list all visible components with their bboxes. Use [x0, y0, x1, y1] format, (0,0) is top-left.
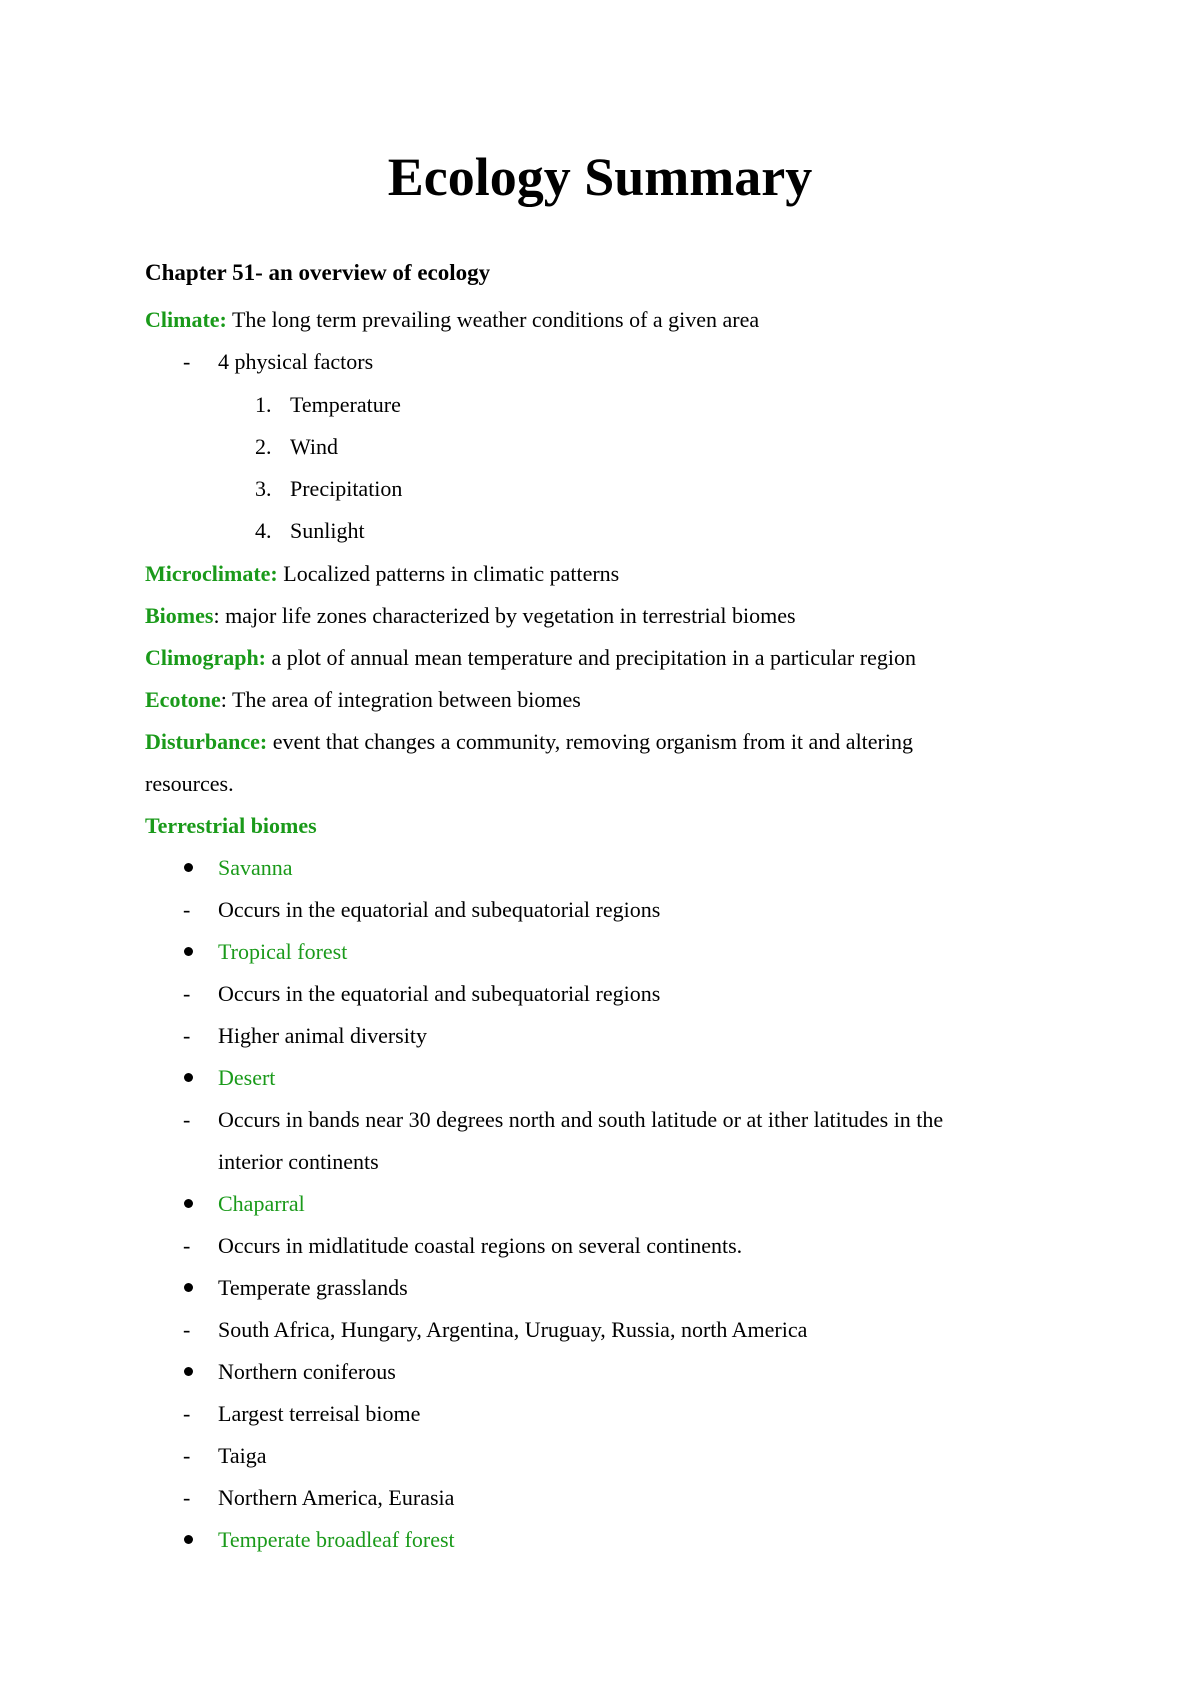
bullet-icon: [184, 1535, 193, 1544]
chapter-heading: Chapter 51- an overview of ecology: [145, 260, 491, 285]
dash-marker: -: [183, 1401, 191, 1426]
biome-note: Taiga: [218, 1443, 267, 1468]
biome-note: Occurs in bands near 30 degrees north and south latitude or at ither latitudes in the: [218, 1107, 944, 1132]
biome-note: Occurs in the equatorial and subequatorial regions: [218, 981, 661, 1006]
ecotone-definition: [145, 685, 581, 715]
definition-term: Microclimate:: [145, 561, 278, 586]
dash-marker: -: [183, 897, 191, 922]
bullet-icon: [184, 1367, 193, 1376]
biome-note: Occurs in the equatorial and subequatorial regions: [218, 897, 661, 922]
biome-note: Largest terreisal biome: [218, 1401, 421, 1426]
dash-marker: -: [183, 1233, 191, 1258]
dash-marker: -: [183, 1023, 191, 1048]
list-number: 4.: [255, 518, 272, 543]
list-number: 3.: [255, 476, 272, 501]
definition-text: event that changes a community, removing organism from it and altering: [267, 729, 913, 754]
definition-term: Ecotone: [145, 687, 221, 712]
list-number: 1.: [255, 392, 272, 417]
definition-text: Localized patterns in climatic patterns: [277, 561, 620, 586]
biome-desert: Desert: [218, 1065, 276, 1090]
dash-marker: -: [183, 981, 191, 1006]
climate-text: The long term prevailing weather conditions of a given area: [226, 307, 760, 332]
biome-tropical-forest: Tropical forest: [218, 939, 348, 964]
definition-text: : The area of integration between biomes: [220, 687, 581, 712]
page-title: Ecology Summary: [387, 147, 813, 207]
definition-term: Disturbance:: [145, 729, 268, 754]
dash-marker: -: [183, 1317, 191, 1342]
bullet-icon: [184, 1199, 193, 1208]
biome-note: Higher animal diversity: [218, 1023, 427, 1048]
bullet-icon: [184, 863, 193, 872]
biome-note: South Africa, Hungary, Argentina, Uruguay, Russia, north America: [218, 1317, 808, 1342]
biome-chaparral: Chaparral: [218, 1191, 305, 1216]
biome-temperate-grasslands: Temperate grasslands: [218, 1275, 408, 1300]
definition-text: a plot of annual mean temperature and precipitation in a particular region: [266, 645, 916, 670]
dash-marker: -: [183, 1107, 191, 1132]
dash-marker: -: [183, 1485, 191, 1510]
bullet-icon: [184, 1283, 193, 1292]
dash-marker: -: [183, 1443, 191, 1468]
biome-savanna: Savanna: [218, 855, 293, 880]
disturbance-continuation: resources.: [145, 771, 234, 796]
dash-marker: -: [183, 349, 191, 374]
factor-temperature: Temperature: [290, 392, 401, 417]
biomes-definition: [145, 601, 796, 631]
microclimate-definition: [145, 559, 619, 589]
biome-note: Occurs in midlatitude coastal regions on several continents.: [218, 1233, 743, 1258]
biome-temperate-broadleaf-forest: Temperate broadleaf forest: [218, 1527, 455, 1552]
disturbance-definition: [145, 727, 913, 757]
biome-note-continuation: interior continents: [218, 1149, 379, 1174]
factor-wind: Wind: [290, 434, 338, 459]
terrestrial-biomes-heading: Terrestrial biomes: [145, 813, 317, 838]
physical-factors-item: 4 physical factors: [218, 349, 374, 374]
biome-northern-coniferous: Northern coniferous: [218, 1359, 396, 1384]
climate-term: Climate:: [145, 307, 227, 332]
biome-note: Northern America, Eurasia: [218, 1485, 455, 1510]
factor-precipitation: Precipitation: [290, 476, 403, 501]
definition-text: : major life zones characterized by vegetation in terrestrial biomes: [213, 603, 796, 628]
bullet-icon: [184, 1073, 193, 1082]
list-number: 2.: [255, 434, 272, 459]
factor-sunlight: Sunlight: [290, 518, 365, 543]
bullet-icon: [184, 947, 193, 956]
climograph-definition: [145, 643, 916, 673]
climate-definition: [145, 305, 759, 335]
definition-term: Climograph:: [145, 645, 266, 670]
definition-term: Biomes: [145, 603, 214, 628]
